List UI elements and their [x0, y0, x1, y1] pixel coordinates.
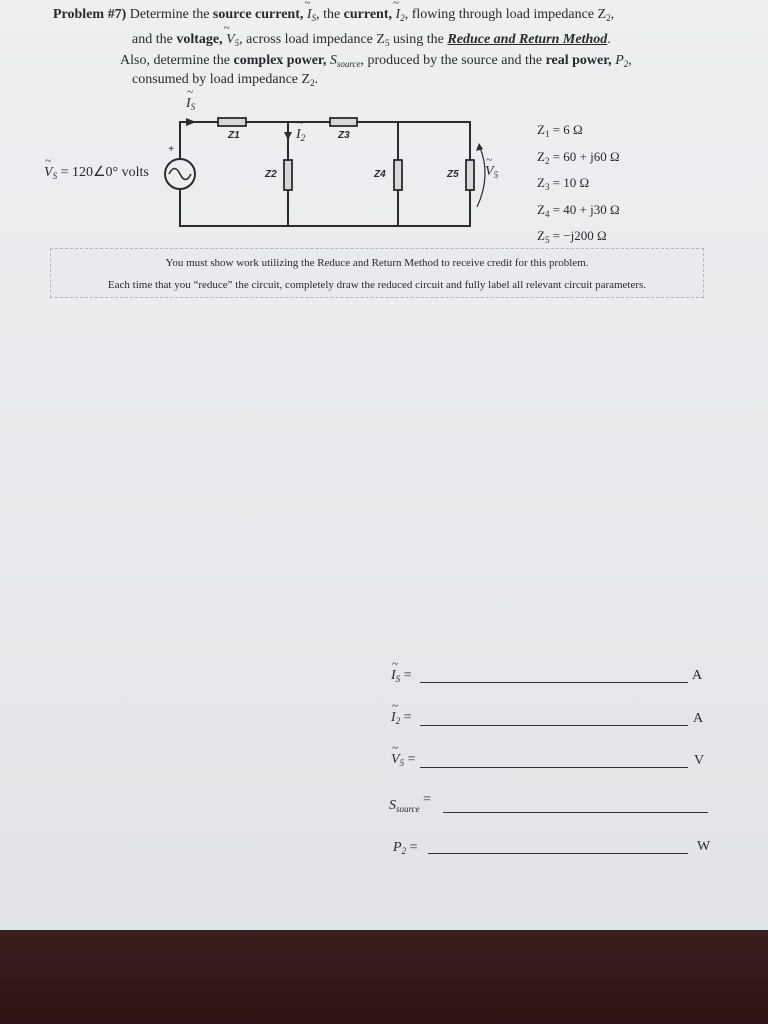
equals: = [419, 792, 432, 807]
answer-p2-blank[interactable] [428, 853, 688, 854]
impedance-z2 [537, 146, 620, 173]
is-arrow-icon [186, 118, 196, 126]
text: , across load impedance Z [239, 32, 385, 47]
source-label [44, 164, 149, 181]
bold-term: real power, [545, 53, 612, 68]
name: Z [537, 175, 545, 190]
symbol: P [393, 840, 402, 855]
answer-v5-blank[interactable] [420, 767, 688, 768]
subscript: 2 [544, 155, 550, 166]
notice-box [50, 248, 704, 298]
equals: = [406, 840, 418, 855]
z2-resistor [284, 160, 292, 190]
subscript: 2 [310, 78, 315, 88]
impedance-z4 [537, 199, 620, 226]
z1-label: Z1 [228, 130, 240, 141]
notice-line-1: You must show work utilizing the Reduce and Return Method to receive credit for this problem. [165, 257, 589, 269]
symbol: ~ V [44, 165, 53, 180]
z5-resistor [466, 160, 474, 190]
subscript: 2 [400, 13, 405, 23]
z4-resistor [394, 160, 402, 190]
circuit-diagram [0, 0, 768, 240]
symbol: ~ I [391, 710, 396, 725]
is-symbol: ~ I [303, 7, 311, 22]
answer-is-label [391, 668, 412, 684]
value: = 6 Ω [549, 122, 583, 137]
subscript: 2 [300, 133, 306, 143]
source-value: = 120∠0° volts [57, 165, 149, 180]
v5-arrow-icon [476, 143, 483, 151]
is-label [186, 96, 195, 112]
z5-label: Z5 [447, 169, 459, 180]
unit-label: A [692, 668, 703, 683]
symbol: ~ I [296, 127, 301, 142]
z4-label: Z4 [374, 169, 386, 180]
equals: = [404, 752, 416, 767]
subscript: S [190, 102, 196, 112]
plus-sign: + [168, 143, 175, 155]
impedance-z1 [537, 119, 620, 146]
s-symbol: S [326, 53, 337, 68]
v5-symbol: ~ V [223, 32, 235, 47]
z1-resistor [218, 118, 246, 126]
text: , [610, 7, 615, 22]
bold-term: current, [343, 7, 393, 22]
impedance-z3 [537, 172, 620, 199]
unit-label: A [693, 711, 704, 726]
subscript: 5 [399, 758, 405, 768]
symbol: ~ I [186, 96, 191, 111]
circuit-wires [180, 122, 470, 226]
method-name: Reduce and Return Method [447, 32, 608, 47]
subscript: 2 [401, 846, 407, 856]
desk-surface [0, 930, 768, 1024]
i2-arrow-icon [284, 132, 292, 140]
i2-symbol: ~ I [392, 7, 400, 22]
text: . [607, 32, 611, 47]
text: Also, determine the [120, 53, 234, 68]
text: and the [132, 32, 177, 47]
subscript: 2 [395, 716, 401, 726]
answer-is-blank[interactable] [420, 682, 688, 683]
equals: = [400, 668, 412, 683]
impedance-list [537, 119, 620, 252]
v5-arc [477, 145, 485, 207]
bold-term: complex power, [233, 53, 327, 68]
answer-i2-blank[interactable] [420, 725, 688, 726]
subscript: 5 [384, 38, 390, 48]
name: Z [537, 122, 545, 137]
subscript: S [52, 171, 58, 181]
name: Z [537, 201, 545, 217]
symbol: ~ V [391, 752, 400, 767]
answer-v5-label [391, 752, 415, 768]
value: = 60 + j60 Ω [549, 148, 620, 164]
subscript: 3 [544, 182, 550, 192]
subscript: 5 [544, 235, 550, 245]
notice-line-2: Each time that you “reduce” the circuit, completely draw the reduced circuit and fully label all relevant circuit parameters. [107, 279, 647, 291]
symbol: S [389, 798, 396, 813]
value: = 40 + j30 Ω [549, 201, 620, 217]
i2-label [296, 127, 305, 143]
bold-term: source current, [212, 7, 304, 22]
name: Z [537, 148, 545, 164]
unit-label: V [694, 753, 705, 768]
bold-term: voltage, [176, 32, 223, 47]
value: = −j200 Ω [549, 228, 607, 243]
ac-source-icon [165, 159, 195, 189]
text: Determine the [126, 7, 213, 22]
text: , produced by the source and the [360, 53, 546, 68]
z2-label: Z2 [265, 169, 277, 180]
subscript: source [336, 59, 361, 69]
z3-label: Z3 [338, 130, 350, 141]
text: , the [316, 7, 344, 22]
subscript: 1 [544, 129, 550, 139]
text: , [628, 53, 632, 68]
subscript: 2 [623, 59, 629, 69]
text: , flowing through load impedance Z [404, 7, 607, 22]
problem-number: Problem #7) [53, 7, 127, 22]
symbol: ~ I [391, 668, 396, 683]
subscript: 5 [493, 170, 499, 180]
subscript: S [395, 674, 401, 684]
value: = 10 Ω [549, 175, 590, 190]
symbol: ~ V [485, 164, 494, 179]
answer-p2-label [393, 840, 417, 856]
name: Z [537, 228, 545, 243]
subscript: 4 [544, 208, 550, 219]
subscript: 2 [606, 13, 611, 23]
equals: = [400, 710, 412, 725]
answer-ssource-blank[interactable] [443, 812, 708, 813]
unit-label: W [697, 839, 711, 854]
subscript: 5 [234, 38, 240, 48]
text: . [314, 72, 319, 87]
v5-label [485, 164, 498, 180]
p2-symbol: P [611, 53, 624, 68]
answer-i2-label [391, 710, 412, 726]
answer-ssource-label [389, 792, 432, 814]
z3-resistor [330, 118, 357, 126]
text: using the [389, 32, 448, 47]
subscript: source [396, 804, 420, 814]
text: consumed by load impedance Z [132, 72, 311, 87]
subscript: S [311, 13, 317, 23]
